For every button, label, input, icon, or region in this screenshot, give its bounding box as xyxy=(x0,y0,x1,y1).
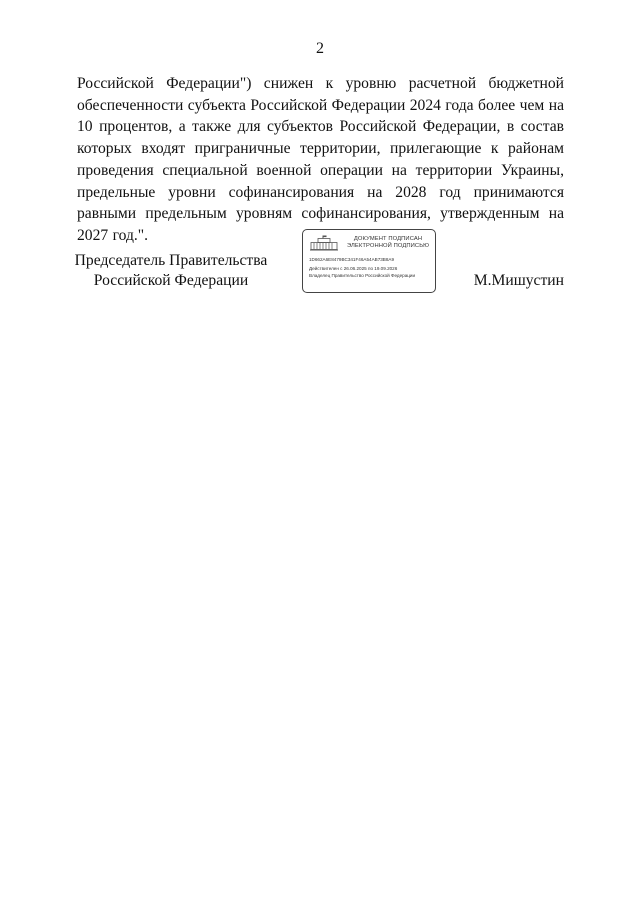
certificate-serial: 1D662A6E8479BC341F46A54AB73B8A9 xyxy=(309,257,395,262)
government-building-icon xyxy=(309,235,339,251)
stamp-title-line-1: ДОКУМЕНТ ПОДПИСАН xyxy=(353,236,423,242)
certificate-owner: Владелец Правительство Российской Федерации xyxy=(309,273,416,278)
signatory-title-line-1: Председатель Правительства xyxy=(74,252,268,269)
certificate-validity: Действителен с 26.06.2025 по 19.09.2026 xyxy=(309,266,398,271)
stamp-title-line-2: ЭЛЕКТРОННОЙ ПОДПИСЬЮ xyxy=(346,243,430,249)
page-number: 2 xyxy=(316,40,324,57)
body-paragraph: Российской Федерации") снижен к уровню расчетной бюджетной обеспеченности субъекта Российской Федерации 2024 года более чем на 10 процентов, а также для субъектов Российской Федерации, в состав которых входят приграничные территории, прилегающие к районам проведения специальной военной операции на территории Украины, предельные уровни софинансирования на 2028 год принимаются равными предельным уровням софинансирования, утвержденным на 2027 год.". xyxy=(77,75,564,244)
stamp-title xyxy=(343,236,433,250)
signatory-title xyxy=(60,251,282,291)
electronic-signature-stamp xyxy=(302,229,436,293)
signatory-title-line-2: Российской Федерации xyxy=(93,272,249,289)
signer-name: М.Мишустин xyxy=(473,272,564,289)
